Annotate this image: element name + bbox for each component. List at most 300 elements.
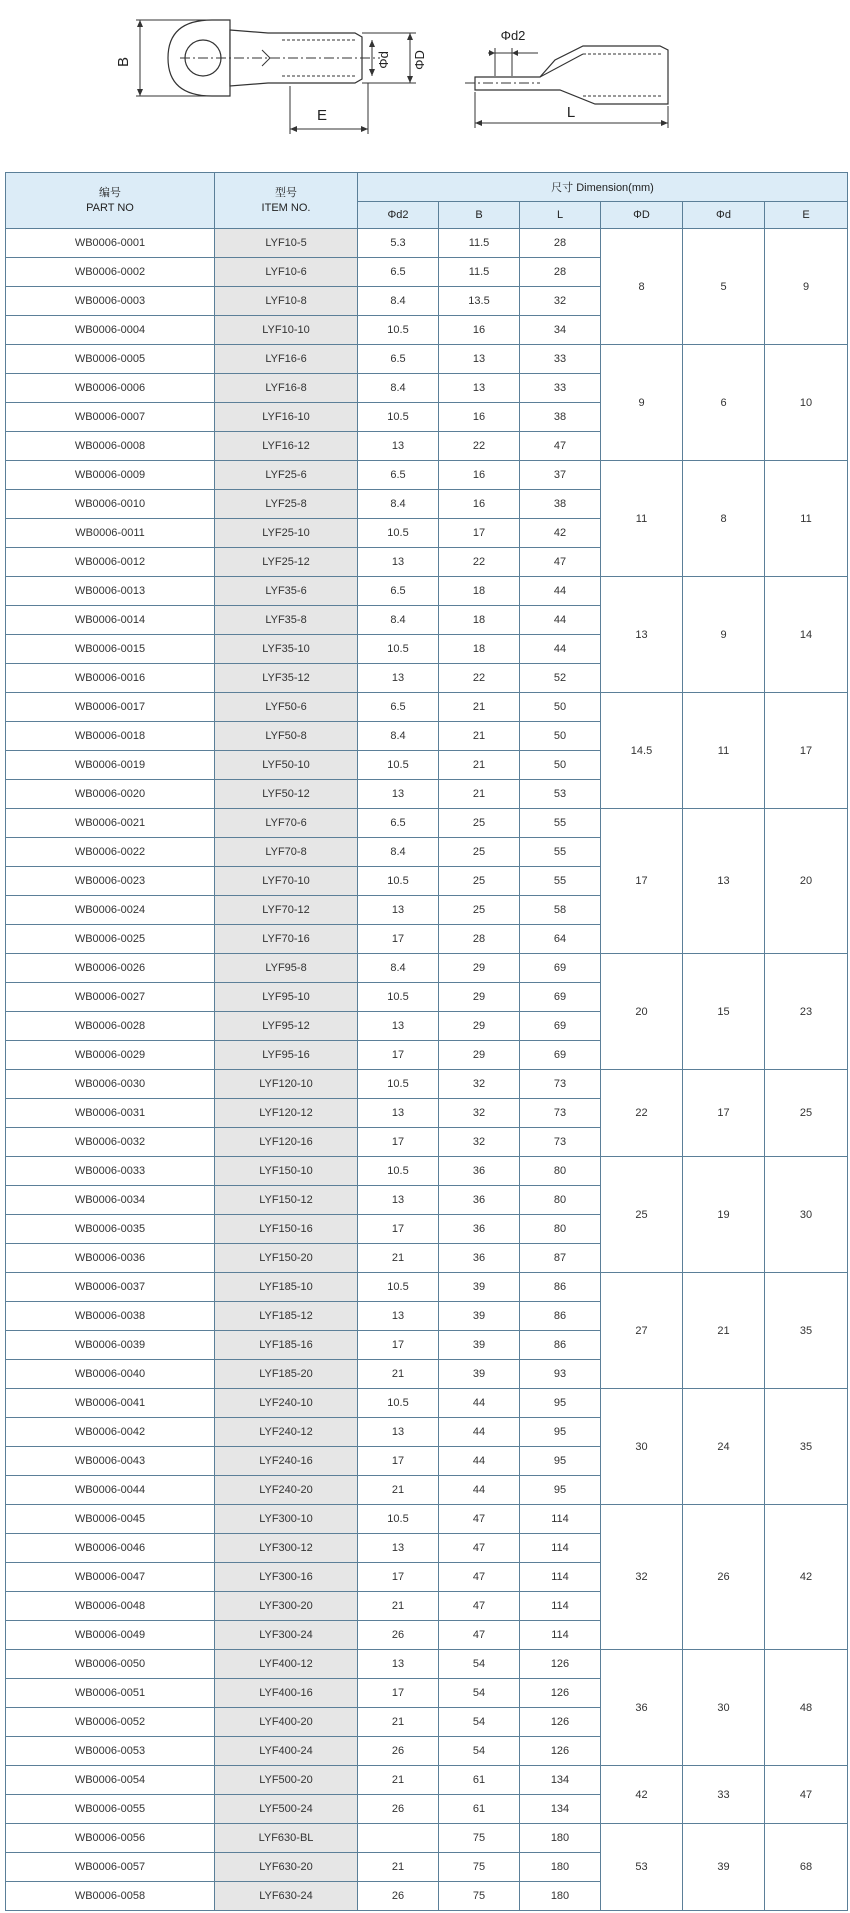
- label-phi-d: Φd: [376, 51, 391, 69]
- cell-d2: 17: [358, 1215, 439, 1244]
- cell-part-no: WB0006-0002: [6, 258, 215, 287]
- cell-part-no: WB0006-0038: [6, 1302, 215, 1331]
- cell-d2: 13: [358, 1418, 439, 1447]
- cell-l: 73: [520, 1099, 601, 1128]
- cell-d2: 26: [358, 1737, 439, 1766]
- cell-b: 39: [439, 1331, 520, 1360]
- cell-b: 54: [439, 1708, 520, 1737]
- cell-d2: 21: [358, 1244, 439, 1273]
- cell-b: 44: [439, 1447, 520, 1476]
- cell-d2: 13: [358, 1186, 439, 1215]
- cell-part-no: WB0006-0039: [6, 1331, 215, 1360]
- cell-d: 17: [683, 1070, 765, 1157]
- cell-part-no: WB0006-0052: [6, 1708, 215, 1737]
- cell-e: 68: [765, 1824, 848, 1911]
- cell-part-no: WB0006-0035: [6, 1215, 215, 1244]
- cell-l: 180: [520, 1824, 601, 1853]
- cell-d2: 17: [358, 1128, 439, 1157]
- cell-e: 17: [765, 693, 848, 809]
- cell-item-no: LYF10-10: [215, 316, 358, 345]
- cell-d2: 6.5: [358, 258, 439, 287]
- cell-item-no: LYF10-8: [215, 287, 358, 316]
- cell-l: 114: [520, 1563, 601, 1592]
- cell-item-no: LYF400-20: [215, 1708, 358, 1737]
- cell-part-no: WB0006-0058: [6, 1882, 215, 1911]
- cell-item-no: LYF240-16: [215, 1447, 358, 1476]
- cell-part-no: WB0006-0034: [6, 1186, 215, 1215]
- cell-l: 55: [520, 838, 601, 867]
- cell-item-no: LYF50-12: [215, 780, 358, 809]
- cell-item-no: LYF25-10: [215, 519, 358, 548]
- cell-item-no: LYF120-16: [215, 1128, 358, 1157]
- cell-b: 32: [439, 1128, 520, 1157]
- cell-b: 32: [439, 1099, 520, 1128]
- cell-b: 36: [439, 1186, 520, 1215]
- header-item-no-cn: 型号: [275, 186, 297, 199]
- cell-d2: 13: [358, 780, 439, 809]
- cell-b: 29: [439, 1041, 520, 1070]
- cell-d2: 8.4: [358, 954, 439, 983]
- cell-part-no: WB0006-0001: [6, 229, 215, 258]
- cell-d2: 10.5: [358, 1157, 439, 1186]
- cell-l: 134: [520, 1766, 601, 1795]
- cell-l: 95: [520, 1447, 601, 1476]
- cell-item-no: LYF300-20: [215, 1592, 358, 1621]
- cell-l: 28: [520, 258, 601, 287]
- cell-l: 50: [520, 722, 601, 751]
- cell-item-no: LYF10-5: [215, 229, 358, 258]
- cell-item-no: LYF70-8: [215, 838, 358, 867]
- cell-b: 47: [439, 1534, 520, 1563]
- cell-d: 11: [683, 693, 765, 809]
- cell-bigd: 25: [601, 1157, 683, 1273]
- cell-l: 55: [520, 809, 601, 838]
- cell-l: 114: [520, 1505, 601, 1534]
- cell-part-no: WB0006-0046: [6, 1534, 215, 1563]
- cell-b: 39: [439, 1302, 520, 1331]
- cell-l: 114: [520, 1592, 601, 1621]
- cell-l: 55: [520, 867, 601, 896]
- cell-bigd: 32: [601, 1505, 683, 1650]
- cell-b: 16: [439, 461, 520, 490]
- cell-l: 95: [520, 1418, 601, 1447]
- cell-part-no: WB0006-0007: [6, 403, 215, 432]
- cell-b: 18: [439, 606, 520, 635]
- table-row: [6, 1650, 848, 1679]
- cell-l: 180: [520, 1882, 601, 1911]
- cell-part-no: WB0006-0022: [6, 838, 215, 867]
- cell-b: 54: [439, 1679, 520, 1708]
- cell-item-no: LYF25-8: [215, 490, 358, 519]
- cell-part-no: WB0006-0032: [6, 1128, 215, 1157]
- cell-b: 39: [439, 1273, 520, 1302]
- cell-d2: 8.4: [358, 722, 439, 751]
- cell-d2: 8.4: [358, 490, 439, 519]
- cell-part-no: WB0006-0051: [6, 1679, 215, 1708]
- table-row: [6, 229, 848, 258]
- cell-l: 44: [520, 635, 601, 664]
- cell-bigd: 11: [601, 461, 683, 577]
- table-row: [6, 1070, 848, 1099]
- cell-bigd: 30: [601, 1389, 683, 1505]
- cell-item-no: LYF500-20: [215, 1766, 358, 1795]
- cell-d: 39: [683, 1824, 765, 1911]
- cell-d: 33: [683, 1766, 765, 1824]
- table-row: [6, 461, 848, 490]
- cell-b: 29: [439, 983, 520, 1012]
- header-col-bigd: ΦD: [601, 202, 683, 229]
- cell-item-no: LYF240-12: [215, 1418, 358, 1447]
- cell-bigd: 14.5: [601, 693, 683, 809]
- cell-part-no: WB0006-0023: [6, 867, 215, 896]
- cell-bigd: 53: [601, 1824, 683, 1911]
- cell-d2: 17: [358, 1563, 439, 1592]
- cell-item-no: LYF240-20: [215, 1476, 358, 1505]
- cell-l: 47: [520, 548, 601, 577]
- cell-item-no: LYF25-12: [215, 548, 358, 577]
- cell-part-no: WB0006-0047: [6, 1563, 215, 1592]
- label-phi-d2: Φd2: [500, 28, 526, 43]
- header-col-b: B: [439, 202, 520, 229]
- table-row: [6, 1766, 848, 1795]
- cell-d2: 13: [358, 1302, 439, 1331]
- cell-b: 32: [439, 1070, 520, 1099]
- cell-l: 80: [520, 1215, 601, 1244]
- cell-l: 93: [520, 1360, 601, 1389]
- cell-bigd: 22: [601, 1070, 683, 1157]
- cell-item-no: LYF50-6: [215, 693, 358, 722]
- cell-item-no: LYF70-6: [215, 809, 358, 838]
- cell-item-no: LYF300-24: [215, 1621, 358, 1650]
- cell-d2: 8.4: [358, 287, 439, 316]
- cell-b: 11.5: [439, 229, 520, 258]
- cell-item-no: LYF120-10: [215, 1070, 358, 1099]
- cell-bigd: 13: [601, 577, 683, 693]
- cell-d2: 13: [358, 548, 439, 577]
- cell-b: 36: [439, 1215, 520, 1244]
- cell-l: 126: [520, 1679, 601, 1708]
- cell-d2: 17: [358, 1331, 439, 1360]
- cell-l: 86: [520, 1302, 601, 1331]
- cell-l: 126: [520, 1650, 601, 1679]
- cell-b: 54: [439, 1650, 520, 1679]
- label-b: B: [115, 56, 132, 68]
- cell-l: 87: [520, 1244, 601, 1273]
- cell-d2: 10.5: [358, 1389, 439, 1418]
- cell-l: 33: [520, 345, 601, 374]
- cell-d: 8: [683, 461, 765, 577]
- cell-d2: 10.5: [358, 519, 439, 548]
- cell-d2: 10.5: [358, 1505, 439, 1534]
- cell-part-no: WB0006-0019: [6, 751, 215, 780]
- cell-item-no: LYF10-6: [215, 258, 358, 287]
- cell-item-no: LYF35-10: [215, 635, 358, 664]
- cell-item-no: LYF95-12: [215, 1012, 358, 1041]
- cell-d2: 8.4: [358, 606, 439, 635]
- cell-d2: 21: [358, 1708, 439, 1737]
- cell-d2: 10.5: [358, 403, 439, 432]
- cell-d2: 13: [358, 432, 439, 461]
- label-phi-bigd: ΦD: [412, 50, 427, 70]
- cell-l: 53: [520, 780, 601, 809]
- cell-b: 13: [439, 345, 520, 374]
- header-part-no: [6, 173, 215, 229]
- table-row: [6, 1389, 848, 1418]
- cell-part-no: WB0006-0029: [6, 1041, 215, 1070]
- cell-item-no: LYF630-24: [215, 1882, 358, 1911]
- cell-d2: 10.5: [358, 867, 439, 896]
- cell-d2: 13: [358, 896, 439, 925]
- cell-b: 29: [439, 954, 520, 983]
- cell-b: 39: [439, 1360, 520, 1389]
- cell-e: 25: [765, 1070, 848, 1157]
- cell-b: 21: [439, 751, 520, 780]
- cell-l: 38: [520, 403, 601, 432]
- cell-d2: 21: [358, 1476, 439, 1505]
- cell-item-no: LYF300-10: [215, 1505, 358, 1534]
- cell-item-no: LYF185-12: [215, 1302, 358, 1331]
- cell-d2: 6.5: [358, 809, 439, 838]
- cell-e: 10: [765, 345, 848, 461]
- cell-d: 6: [683, 345, 765, 461]
- cell-l: 58: [520, 896, 601, 925]
- cell-d: 24: [683, 1389, 765, 1505]
- cell-l: 95: [520, 1476, 601, 1505]
- cell-part-no: WB0006-0043: [6, 1447, 215, 1476]
- cell-e: 20: [765, 809, 848, 954]
- label-e: E: [316, 107, 328, 124]
- cell-bigd: 20: [601, 954, 683, 1070]
- spec-table: [5, 172, 848, 1911]
- cell-bigd: 42: [601, 1766, 683, 1824]
- cell-part-no: WB0006-0045: [6, 1505, 215, 1534]
- cell-l: 28: [520, 229, 601, 258]
- cell-part-no: WB0006-0040: [6, 1360, 215, 1389]
- cell-d2: 6.5: [358, 577, 439, 606]
- cell-d2: 13: [358, 664, 439, 693]
- cell-item-no: LYF185-20: [215, 1360, 358, 1389]
- cell-d2: 6.5: [358, 693, 439, 722]
- cell-item-no: LYF70-12: [215, 896, 358, 925]
- cell-d2: 8.4: [358, 374, 439, 403]
- cell-l: 69: [520, 1012, 601, 1041]
- cell-item-no: LYF300-12: [215, 1534, 358, 1563]
- cell-d2: [358, 1824, 439, 1853]
- cell-b: 11.5: [439, 258, 520, 287]
- cell-part-no: WB0006-0015: [6, 635, 215, 664]
- cell-part-no: WB0006-0003: [6, 287, 215, 316]
- cell-e: 35: [765, 1389, 848, 1505]
- cell-item-no: LYF240-10: [215, 1389, 358, 1418]
- cell-part-no: WB0006-0012: [6, 548, 215, 577]
- cell-d2: 13: [358, 1534, 439, 1563]
- cell-d2: 13: [358, 1099, 439, 1128]
- cell-part-no: WB0006-0025: [6, 925, 215, 954]
- cell-e: 35: [765, 1273, 848, 1389]
- cell-b: 17: [439, 519, 520, 548]
- cell-item-no: LYF150-10: [215, 1157, 358, 1186]
- cell-b: 25: [439, 809, 520, 838]
- header-item-no: [215, 173, 358, 229]
- cell-b: 44: [439, 1418, 520, 1447]
- cell-d2: 17: [358, 925, 439, 954]
- cell-l: 73: [520, 1128, 601, 1157]
- cell-b: 75: [439, 1882, 520, 1911]
- cell-item-no: LYF400-12: [215, 1650, 358, 1679]
- cell-d2: 6.5: [358, 461, 439, 490]
- cell-item-no: LYF35-8: [215, 606, 358, 635]
- cell-item-no: LYF185-10: [215, 1273, 358, 1302]
- cell-b: 47: [439, 1505, 520, 1534]
- cell-part-no: WB0006-0020: [6, 780, 215, 809]
- cell-l: 73: [520, 1070, 601, 1099]
- cell-b: 21: [439, 722, 520, 751]
- cell-part-no: WB0006-0013: [6, 577, 215, 606]
- cell-item-no: LYF300-16: [215, 1563, 358, 1592]
- cell-part-no: WB0006-0004: [6, 316, 215, 345]
- table-row: [6, 1157, 848, 1186]
- cell-d2: 17: [358, 1679, 439, 1708]
- cell-e: 42: [765, 1505, 848, 1650]
- cell-item-no: LYF500-24: [215, 1795, 358, 1824]
- cell-b: 25: [439, 838, 520, 867]
- cell-b: 22: [439, 664, 520, 693]
- cell-item-no: LYF95-16: [215, 1041, 358, 1070]
- cell-item-no: LYF630-BL: [215, 1824, 358, 1853]
- cell-item-no: LYF400-16: [215, 1679, 358, 1708]
- table-row: [6, 1824, 848, 1853]
- cell-item-no: LYF50-8: [215, 722, 358, 751]
- cell-l: 50: [520, 751, 601, 780]
- table-row: [6, 1273, 848, 1302]
- cell-l: 47: [520, 432, 601, 461]
- cell-e: 11: [765, 461, 848, 577]
- cell-l: 134: [520, 1795, 601, 1824]
- cell-d: 9: [683, 577, 765, 693]
- cell-b: 61: [439, 1795, 520, 1824]
- cell-part-no: WB0006-0048: [6, 1592, 215, 1621]
- cell-item-no: LYF16-10: [215, 403, 358, 432]
- cell-d2: 10.5: [358, 1070, 439, 1099]
- cell-l: 42: [520, 519, 601, 548]
- cell-part-no: WB0006-0009: [6, 461, 215, 490]
- cell-l: 80: [520, 1186, 601, 1215]
- cell-d: 26: [683, 1505, 765, 1650]
- cell-item-no: LYF70-16: [215, 925, 358, 954]
- cell-d: 5: [683, 229, 765, 345]
- cell-b: 28: [439, 925, 520, 954]
- cell-b: 16: [439, 403, 520, 432]
- cell-item-no: LYF95-10: [215, 983, 358, 1012]
- cell-d2: 8.4: [358, 838, 439, 867]
- label-l: L: [566, 104, 576, 121]
- cell-b: 22: [439, 432, 520, 461]
- header-item-no-en: ITEM NO.: [261, 201, 311, 214]
- cell-b: 47: [439, 1563, 520, 1592]
- cell-b: 36: [439, 1157, 520, 1186]
- cell-part-no: WB0006-0026: [6, 954, 215, 983]
- cell-b: 18: [439, 635, 520, 664]
- cell-l: 86: [520, 1331, 601, 1360]
- cell-part-no: WB0006-0024: [6, 896, 215, 925]
- table-body: [6, 229, 848, 1911]
- cell-bigd: 36: [601, 1650, 683, 1766]
- cell-l: 180: [520, 1853, 601, 1882]
- cell-b: 21: [439, 693, 520, 722]
- cell-part-no: WB0006-0017: [6, 693, 215, 722]
- cell-d2: 17: [358, 1041, 439, 1070]
- cell-l: 33: [520, 374, 601, 403]
- cell-d2: 21: [358, 1853, 439, 1882]
- cell-item-no: LYF120-12: [215, 1099, 358, 1128]
- header-dimension: 尺寸 Dimension(mm): [358, 173, 848, 202]
- cell-part-no: WB0006-0008: [6, 432, 215, 461]
- cell-part-no: WB0006-0011: [6, 519, 215, 548]
- cell-l: 44: [520, 606, 601, 635]
- cell-part-no: WB0006-0005: [6, 345, 215, 374]
- cell-item-no: LYF50-10: [215, 751, 358, 780]
- cell-d2: 21: [358, 1360, 439, 1389]
- cell-part-no: WB0006-0053: [6, 1737, 215, 1766]
- cell-d: 21: [683, 1273, 765, 1389]
- cell-item-no: LYF70-10: [215, 867, 358, 896]
- cell-part-no: WB0006-0037: [6, 1273, 215, 1302]
- cell-e: 30: [765, 1157, 848, 1273]
- cell-l: 34: [520, 316, 601, 345]
- cell-b: 47: [439, 1621, 520, 1650]
- cell-item-no: LYF150-16: [215, 1215, 358, 1244]
- table-row: [6, 577, 848, 606]
- table-row: [6, 809, 848, 838]
- cell-d2: 13: [358, 1650, 439, 1679]
- cell-e: 23: [765, 954, 848, 1070]
- cell-part-no: WB0006-0057: [6, 1853, 215, 1882]
- cell-d2: 26: [358, 1621, 439, 1650]
- cell-d2: 26: [358, 1882, 439, 1911]
- cell-part-no: WB0006-0042: [6, 1418, 215, 1447]
- cell-l: 95: [520, 1389, 601, 1418]
- cell-item-no: LYF16-12: [215, 432, 358, 461]
- cell-l: 69: [520, 954, 601, 983]
- cell-part-no: WB0006-0016: [6, 664, 215, 693]
- cell-b: 29: [439, 1012, 520, 1041]
- cell-part-no: WB0006-0030: [6, 1070, 215, 1099]
- table-row: [6, 693, 848, 722]
- header-col-d2: Φd2: [358, 202, 439, 229]
- cell-l: 32: [520, 287, 601, 316]
- cell-b: 75: [439, 1824, 520, 1853]
- cell-d: 19: [683, 1157, 765, 1273]
- cell-d: 13: [683, 809, 765, 954]
- cell-b: 22: [439, 548, 520, 577]
- cell-l: 114: [520, 1621, 601, 1650]
- cell-d: 30: [683, 1650, 765, 1766]
- header-part-no-en: PART NO: [86, 201, 134, 214]
- cell-part-no: WB0006-0044: [6, 1476, 215, 1505]
- cell-part-no: WB0006-0018: [6, 722, 215, 751]
- cell-b: 61: [439, 1766, 520, 1795]
- cell-bigd: 9: [601, 345, 683, 461]
- cell-d2: 10.5: [358, 316, 439, 345]
- cell-part-no: WB0006-0041: [6, 1389, 215, 1418]
- cell-item-no: LYF35-6: [215, 577, 358, 606]
- cell-b: 54: [439, 1737, 520, 1766]
- cell-b: 13: [439, 374, 520, 403]
- cell-e: 48: [765, 1650, 848, 1766]
- cell-item-no: LYF95-8: [215, 954, 358, 983]
- cell-part-no: WB0006-0021: [6, 809, 215, 838]
- cell-bigd: 27: [601, 1273, 683, 1389]
